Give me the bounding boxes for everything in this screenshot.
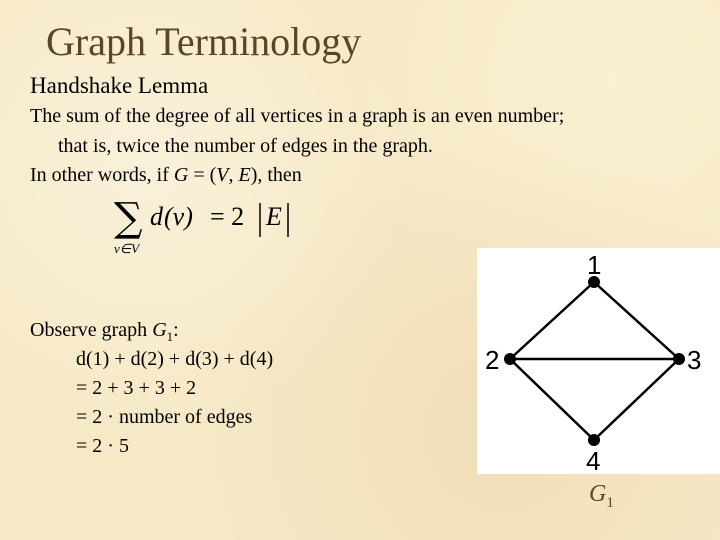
edge-1-2 <box>510 282 594 359</box>
paragraph-line-2: that is, twice the number of edges in the graph. <box>58 135 433 157</box>
vertex-label-4: 4 <box>586 446 601 474</box>
twice-edges-line: = 2 · number of edges <box>76 406 253 428</box>
para-text: , <box>228 164 239 186</box>
degree-argument: (v) <box>164 202 193 231</box>
degree-values-line: = 2 + 3 + 3 + 2 <box>76 377 197 399</box>
edge-3-4 <box>594 359 679 440</box>
caption-letter: G <box>589 481 607 507</box>
observe-suffix: : <box>173 319 179 341</box>
graph-index: 1 <box>166 329 174 344</box>
graph-panel <box>477 248 720 474</box>
observe-prefix: Observe graph <box>30 319 153 341</box>
vertex-label-3: 3 <box>687 345 702 375</box>
result-line: = 2 · 5 <box>76 435 129 457</box>
para-text: = ( <box>188 164 217 186</box>
edge-1-3 <box>594 282 679 359</box>
graph-caption <box>589 482 614 511</box>
paragraph-line-3 <box>30 165 302 185</box>
vertex-4 <box>588 434 600 446</box>
caption-index: 1 <box>606 494 614 511</box>
symbol-V: V <box>216 164 229 186</box>
slide-title: Graph Terminology <box>46 19 362 64</box>
sum-subscript: v∈V <box>114 241 140 256</box>
sum-symbol: ∑ <box>114 195 143 241</box>
vertex-2 <box>504 353 516 365</box>
edge-set: E <box>266 202 282 231</box>
equals-two: = 2 <box>210 202 245 231</box>
para-text: In other words, if <box>30 164 174 186</box>
vertex-label-2: 2 <box>485 345 500 375</box>
para-text: ), then <box>250 164 302 186</box>
graph-letter: G <box>152 319 167 341</box>
symbol-E: E <box>238 164 251 186</box>
edge-2-4 <box>510 359 594 440</box>
paragraph-line-1: The sum of the degree of all vertices in a graph is an even number; <box>30 105 565 127</box>
vertex-3 <box>673 353 685 365</box>
degree-function: d <box>150 202 163 231</box>
slide-subtitle: Handshake Lemma <box>30 73 209 98</box>
vertex-label-1: 1 <box>587 250 602 280</box>
graph-g1 <box>477 248 720 474</box>
observe-heading <box>30 320 179 343</box>
symbol-G: G <box>173 164 189 186</box>
handshake-formula <box>110 193 300 263</box>
degree-sum-line: d(1) + d(2) + d(3) + d(4) <box>76 348 274 370</box>
